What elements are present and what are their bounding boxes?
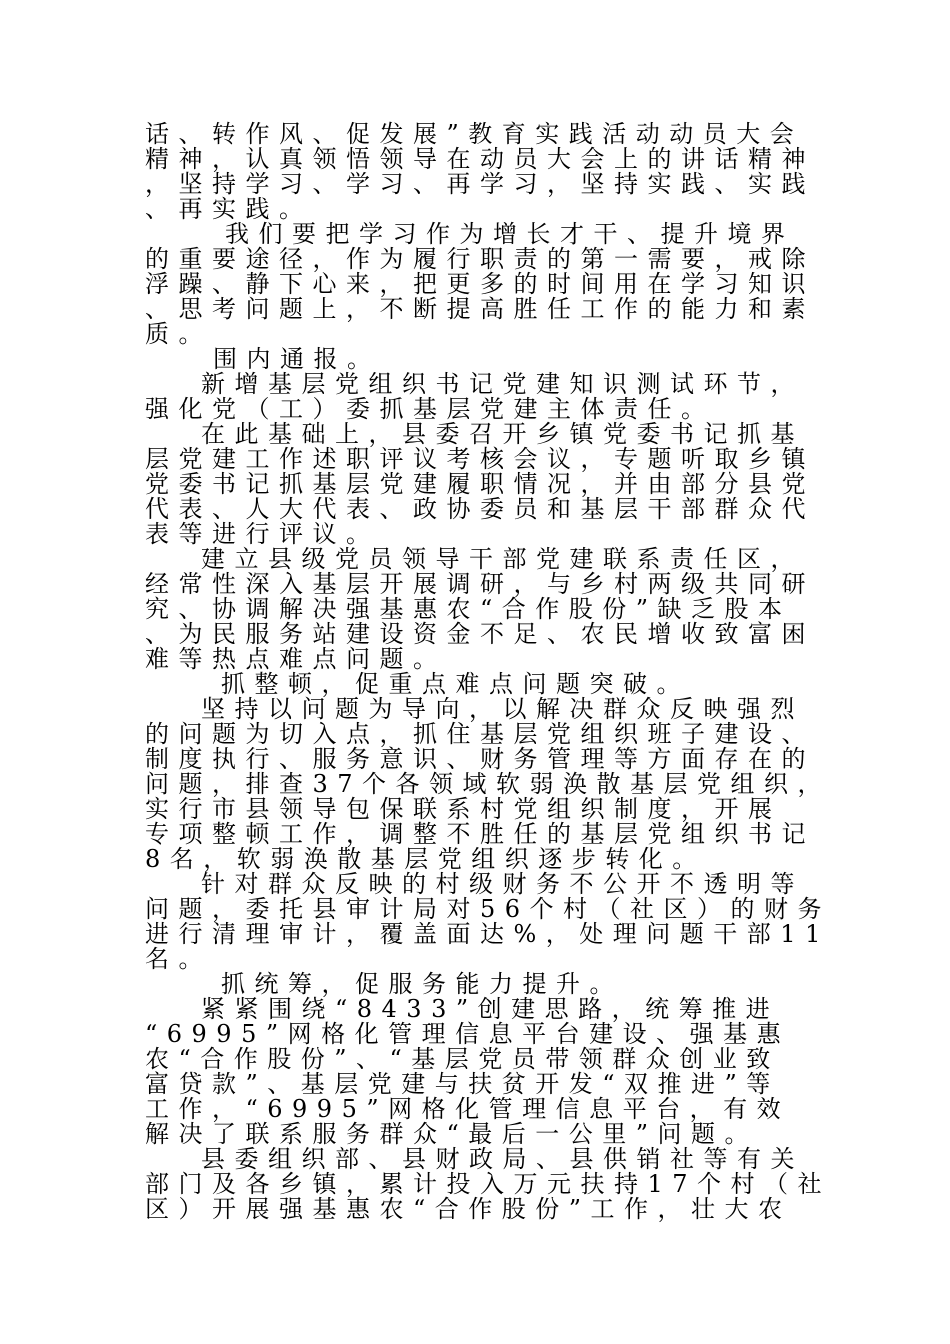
text-line: 质。 bbox=[145, 320, 212, 348]
text-line: 建立县级党员领导干部党建联系责任区， bbox=[201, 545, 804, 573]
text-line: 解决了联系服务群众“最后一公里”问题。 bbox=[145, 1120, 759, 1148]
text-line: 的重要途径，作为履行职责的第一需要，戒除 bbox=[145, 245, 815, 273]
text-line: 表等进行评议。 bbox=[145, 520, 380, 548]
text-line: 话、转作风、促发展”教育实践活动动员大会 bbox=[145, 120, 804, 148]
text-line: 针对群众反映的村级财务不公开不透明等 bbox=[201, 870, 804, 898]
text-line: “6995”网格化管理信息平台建设、强基惠 bbox=[145, 1020, 791, 1048]
text-line: 问题，委托县审计局对56个村（社区）的财务 bbox=[145, 895, 832, 923]
text-line: 难等热点难点问题。 bbox=[145, 645, 447, 673]
text-line: 、再实践。 bbox=[145, 195, 313, 223]
text-line: 、思考问题上，不断提高胜任工作的能力和素 bbox=[145, 295, 815, 323]
text-line: 部门及各乡镇，累计投入万元扶持17个村（社 bbox=[145, 1170, 832, 1198]
text-line: 代表、人大代表、政协委员和基层干部群众代 bbox=[145, 495, 815, 523]
body-text bbox=[145, 120, 832, 1223]
text-line: 在此基础上，县委召开乡镇党委书记抓基 bbox=[201, 420, 804, 448]
text-line: 8名，软弱涣散基层党组织逐步转化。 bbox=[145, 845, 706, 873]
text-line: 制度执行、服务意识、财务管理等方面存在的 bbox=[145, 745, 815, 773]
text-line: 抓整顿，促重点难点问题突破。 bbox=[221, 670, 690, 698]
text-line: 进行清理审计，覆盖面达%，处理问题干部11 bbox=[145, 920, 830, 948]
text-line: 经常性深入基层开展调研，与乡村两级共同研 bbox=[145, 570, 815, 598]
text-line: 紧紧围绕“8433”创建思路，统筹推进 bbox=[201, 995, 780, 1023]
text-line: 富贷款”、基层党建与扶贫开发“双推进”等 bbox=[145, 1070, 780, 1098]
text-line: 实行市县领导包保联系村党组织制度，开展 bbox=[145, 795, 782, 823]
text-line: 究、协调解决强基惠农“合作股份”缺乏股本 bbox=[145, 595, 792, 623]
text-line: 区）开展强基惠农“合作股份”工作，壮大农 bbox=[145, 1195, 792, 1223]
text-line: 县委组织部、县财政局、县供销社等有关 bbox=[201, 1145, 804, 1173]
text-line: 的问题为切入点，抓住基层党组织班子建设、 bbox=[145, 720, 815, 748]
text-line: 精神，认真领悟领导在动员大会上的讲话精神 bbox=[145, 145, 815, 173]
text-line: 我们要把学习作为增长才干、提升境界 bbox=[225, 220, 795, 248]
text-line: ，坚持学习、学习、再学习，坚持实践、实践 bbox=[145, 170, 815, 198]
text-line: 农“合作股份”、“基层党员带领群众创业致 bbox=[145, 1045, 780, 1073]
text-line: 层党建工作述职评议考核会议，专题听取乡镇 bbox=[145, 445, 815, 473]
text-line: 浮躁、静下心来，把更多的时间用在学习知识 bbox=[145, 270, 815, 298]
text-line: 名。 bbox=[145, 945, 212, 973]
text-line: 强化党（工）委抓基层党建主体责任。 bbox=[145, 395, 715, 423]
text-line: 问题，排查37个各领域软弱涣散基层党组织， bbox=[145, 770, 832, 798]
text-line: 新增基层党组织书记党建知识测试环节， bbox=[201, 370, 804, 398]
text-line: 工作，“6995”网格化管理信息平台，有效 bbox=[145, 1095, 791, 1123]
text-line: 围内通报。 bbox=[213, 345, 381, 373]
text-line: 抓统筹，促服务能力提升。 bbox=[221, 970, 623, 998]
text-line: 、为民服务站建设资金不足、农民增收致富困 bbox=[145, 620, 815, 648]
text-line: 党委书记抓基层党建履职情况，并由部分县党 bbox=[145, 470, 815, 498]
text-line: 坚持以问题为导向，以解决群众反映强烈 bbox=[201, 695, 804, 723]
text-line: 专项整顿工作，调整不胜任的基层党组织书记 bbox=[145, 820, 815, 848]
